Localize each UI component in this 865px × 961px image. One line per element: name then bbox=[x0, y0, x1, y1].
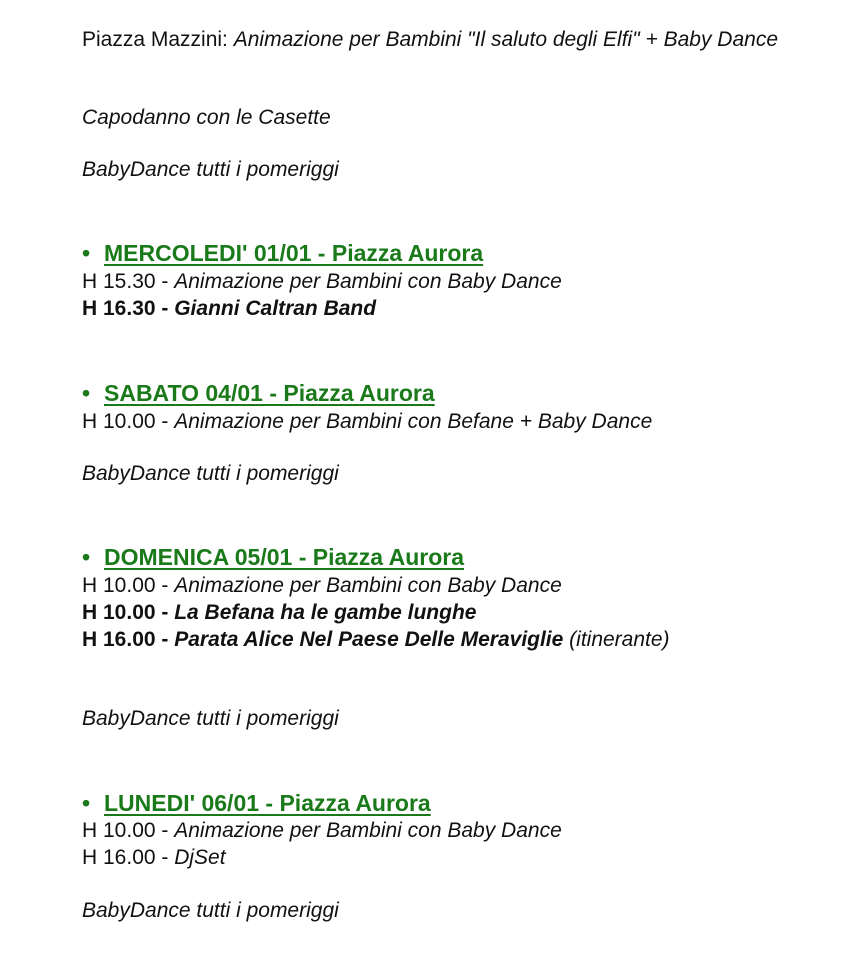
intro-babydance-note: BabyDance tutti i pomeriggi bbox=[82, 158, 339, 181]
item-event: DjSet bbox=[174, 846, 226, 869]
item-event: La Befana ha le gambe lunghe bbox=[174, 601, 477, 624]
bullet: • bbox=[82, 240, 91, 266]
section-heading-lunedi bbox=[82, 788, 431, 818]
section-link-mercoledi[interactable]: MERCOLEDI' 01/01 - Piazza Aurora bbox=[104, 240, 484, 266]
intro-event: Animazione per Bambini "Il saluto degli Elfi" + Baby Dance bbox=[233, 28, 778, 51]
section-link-domenica[interactable]: DOMENICA 05/01 - Piazza Aurora bbox=[104, 544, 465, 570]
schedule-item bbox=[82, 573, 562, 599]
section-footer-note: BabyDance tutti i pomeriggi bbox=[82, 707, 339, 730]
schedule-item bbox=[82, 845, 226, 871]
schedule-item bbox=[82, 409, 652, 435]
section-heading-sabato bbox=[82, 378, 435, 408]
item-event: Animazione per Bambini con Baby Dance bbox=[174, 574, 562, 597]
schedule-item bbox=[82, 818, 562, 844]
section-link-sabato[interactable]: SABATO 04/01 - Piazza Aurora bbox=[104, 380, 435, 406]
schedule-item-highlight bbox=[82, 600, 476, 626]
bullet: • bbox=[82, 790, 91, 816]
item-time: H 16.30 - bbox=[82, 297, 175, 320]
section-heading-mercoledi bbox=[82, 238, 483, 268]
item-event: Animazione per Bambini con Befane + Baby Dance bbox=[174, 410, 653, 433]
intro-location: Piazza Mazzini: bbox=[82, 28, 234, 51]
intro-paragraph bbox=[82, 27, 822, 53]
item-event: Gianni Caltran Band bbox=[174, 297, 377, 320]
bullet: • bbox=[82, 380, 91, 406]
item-event: Animazione per Bambini con Baby Dance bbox=[174, 819, 562, 842]
section-heading-domenica bbox=[82, 542, 464, 572]
intro-capodanno: Capodanno con le Casette bbox=[82, 106, 331, 129]
section-footer-note: BabyDance tutti i pomeriggi bbox=[82, 462, 339, 485]
item-time: H 10.00 - bbox=[82, 574, 175, 597]
item-event: Animazione per Bambini con Baby Dance bbox=[174, 270, 562, 293]
item-time: H 10.00 - bbox=[82, 601, 175, 624]
section-link-lunedi[interactable]: LUNEDI' 06/01 - Piazza Aurora bbox=[104, 790, 431, 816]
item-time: H 16.00 - bbox=[82, 628, 175, 651]
item-time: H 15.30 - bbox=[82, 270, 175, 293]
schedule-item bbox=[82, 269, 562, 295]
item-event: Parata Alice Nel Paese Delle Meraviglie bbox=[174, 628, 564, 651]
item-time: H 10.00 - bbox=[82, 819, 175, 842]
schedule-item-highlight bbox=[82, 627, 670, 653]
item-time: H 10.00 - bbox=[82, 410, 175, 433]
bullet: • bbox=[82, 544, 91, 570]
item-note: (itinerante) bbox=[563, 628, 670, 651]
section-footer-note: BabyDance tutti i pomeriggi bbox=[82, 899, 339, 922]
schedule-item-highlight bbox=[82, 296, 376, 322]
item-time: H 16.00 - bbox=[82, 846, 175, 869]
